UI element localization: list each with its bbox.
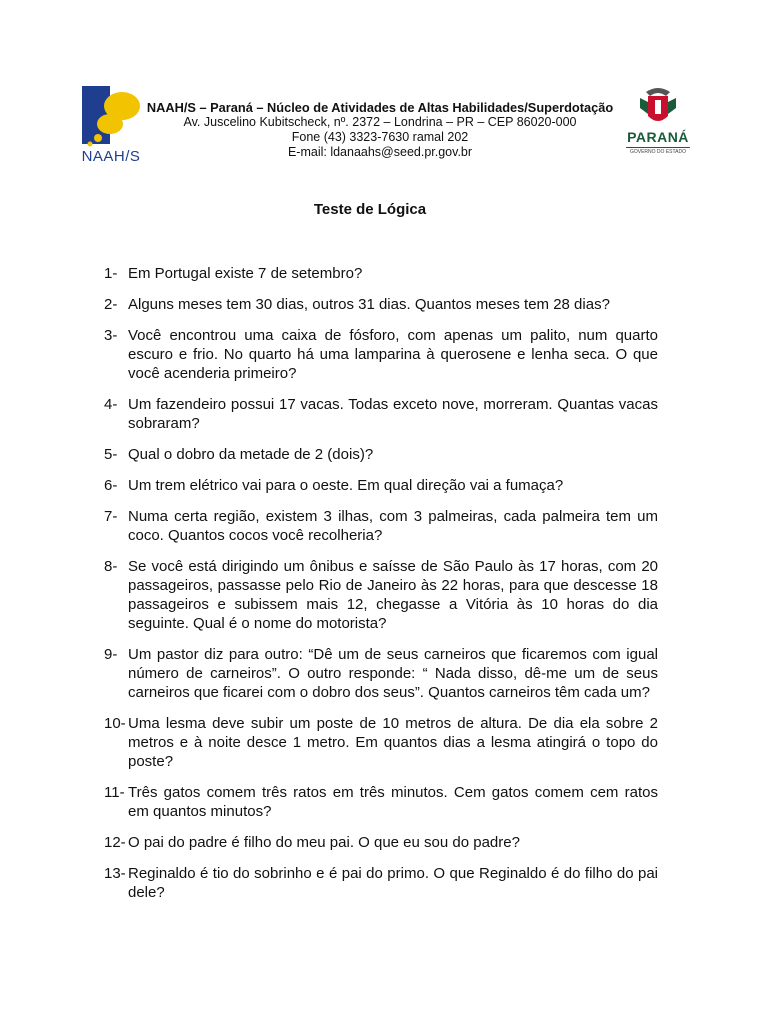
phone-line: Fone (43) 3323-7630 ramal 202: [291, 130, 469, 144]
question-number: 7-: [104, 508, 118, 525]
question-item: [104, 864, 658, 902]
question-item: [104, 645, 658, 702]
address-line: Av. Juscelino Kubitscheck, nº. 2372 – Londrina – PR – CEP 86020-000: [183, 115, 577, 129]
parana-logo-text: PARANÁ: [627, 129, 689, 145]
parana-logo: [626, 84, 690, 158]
question-text: Três gatos comem três ratos em três minutos. Cem gatos comem cem ratos em quantos minutos?: [128, 784, 658, 820]
page-title: Teste de Lógica: [313, 201, 427, 218]
question-number: 5-: [104, 446, 118, 463]
question-number: 2-: [104, 296, 118, 313]
question-number: 6-: [104, 477, 118, 494]
question-text: Alguns meses tem 30 dias, outros 31 dias. Quantos meses tem 28 dias?: [128, 296, 610, 313]
question-text: Um trem elétrico vai para o oeste. Em qual direção vai a fumaça?: [128, 477, 564, 494]
header-info: [140, 100, 620, 160]
question-item: [104, 476, 658, 495]
question-text: Se você está dirigindo um ônibus e saísse de São Paulo às 17 horas, com 20 passageiros, passasse pelo Rio de Janeiro às 22 horas, para que descesse 18 passageiros e subissem mais 12, chegasse a Vitória às 10 horas do dia seguinte. Qual é o nome do motorista?: [128, 558, 658, 632]
question-item: [104, 714, 658, 771]
question-text: Um pastor diz para outro: “Dê um de seus carneiros que ficaremos com igual número de carneiros”. O outro responde: “ Nada disso, dê-me um de seus carneiros que ficarei com o dobro dos seus”. Quantos carneiros têm cada um?: [128, 646, 658, 701]
question-text: O pai do padre é filho do meu pai. O que eu sou do padre?: [128, 834, 520, 851]
question-number: 11-: [104, 784, 125, 801]
naahs-logo: [80, 84, 142, 168]
question-text: Você encontrou uma caixa de fósforo, com apenas um palito, num quarto escuro e frio. No quarto há uma lamparina à querosene e lenha seca. O que você acenderia primeiro?: [128, 327, 658, 382]
question-text: Um fazendeiro possui 17 vacas. Todas exceto nove, morreram. Quantas vacas sobraram?: [128, 396, 658, 432]
question-number: 8-: [104, 558, 118, 575]
question-number: 10-: [104, 715, 126, 732]
speech-bubble-logo-icon: [80, 84, 142, 148]
question-number: 13-: [104, 865, 126, 882]
question-text: Qual o dobro da metade de 2 (dois)?: [128, 446, 374, 463]
question-item: [104, 445, 658, 464]
question-list: [104, 264, 658, 914]
question-item: [104, 557, 658, 633]
email-line: E-mail: ldanaahs@seed.pr.gov.br: [287, 145, 473, 159]
question-number: 9-: [104, 646, 118, 663]
question-item: [104, 326, 658, 383]
question-item: [104, 783, 658, 821]
question-number: 4-: [104, 396, 118, 413]
question-item: [104, 395, 658, 433]
question-number: 3-: [104, 327, 118, 344]
naahs-logo-text: NAAH/S: [81, 148, 141, 165]
organization-line: NAAH/S – Paraná – Núcleo de Atividades de Altas Habilidades/Superdotação: [146, 100, 614, 115]
question-text: Em Portugal existe 7 de setembro?: [128, 265, 363, 282]
question-text: Reginaldo é tio do sobrinho e é pai do primo. O que Reginaldo é do filho do pai dele?: [128, 865, 658, 901]
question-item: [104, 264, 658, 283]
question-item: [104, 295, 658, 314]
question-number: 12-: [104, 834, 126, 851]
question-text: Uma lesma deve subir um poste de 10 metros de altura. De dia ela sobre 2 metros e à noite desce 1 metro. Em quantos dias a lesma atingirá o topo do poste?: [128, 715, 658, 770]
coat-of-arms-icon: [626, 84, 690, 128]
question-number: 1-: [104, 265, 118, 282]
parana-logo-subtext: GOVERNO DO ESTADO: [626, 147, 690, 155]
question-item: [104, 833, 658, 852]
question-text: Numa certa região, existem 3 ilhas, com 3 palmeiras, cada palmeira tem um coco. Quantos cocos você recolheria?: [128, 508, 658, 544]
question-item: [104, 507, 658, 545]
